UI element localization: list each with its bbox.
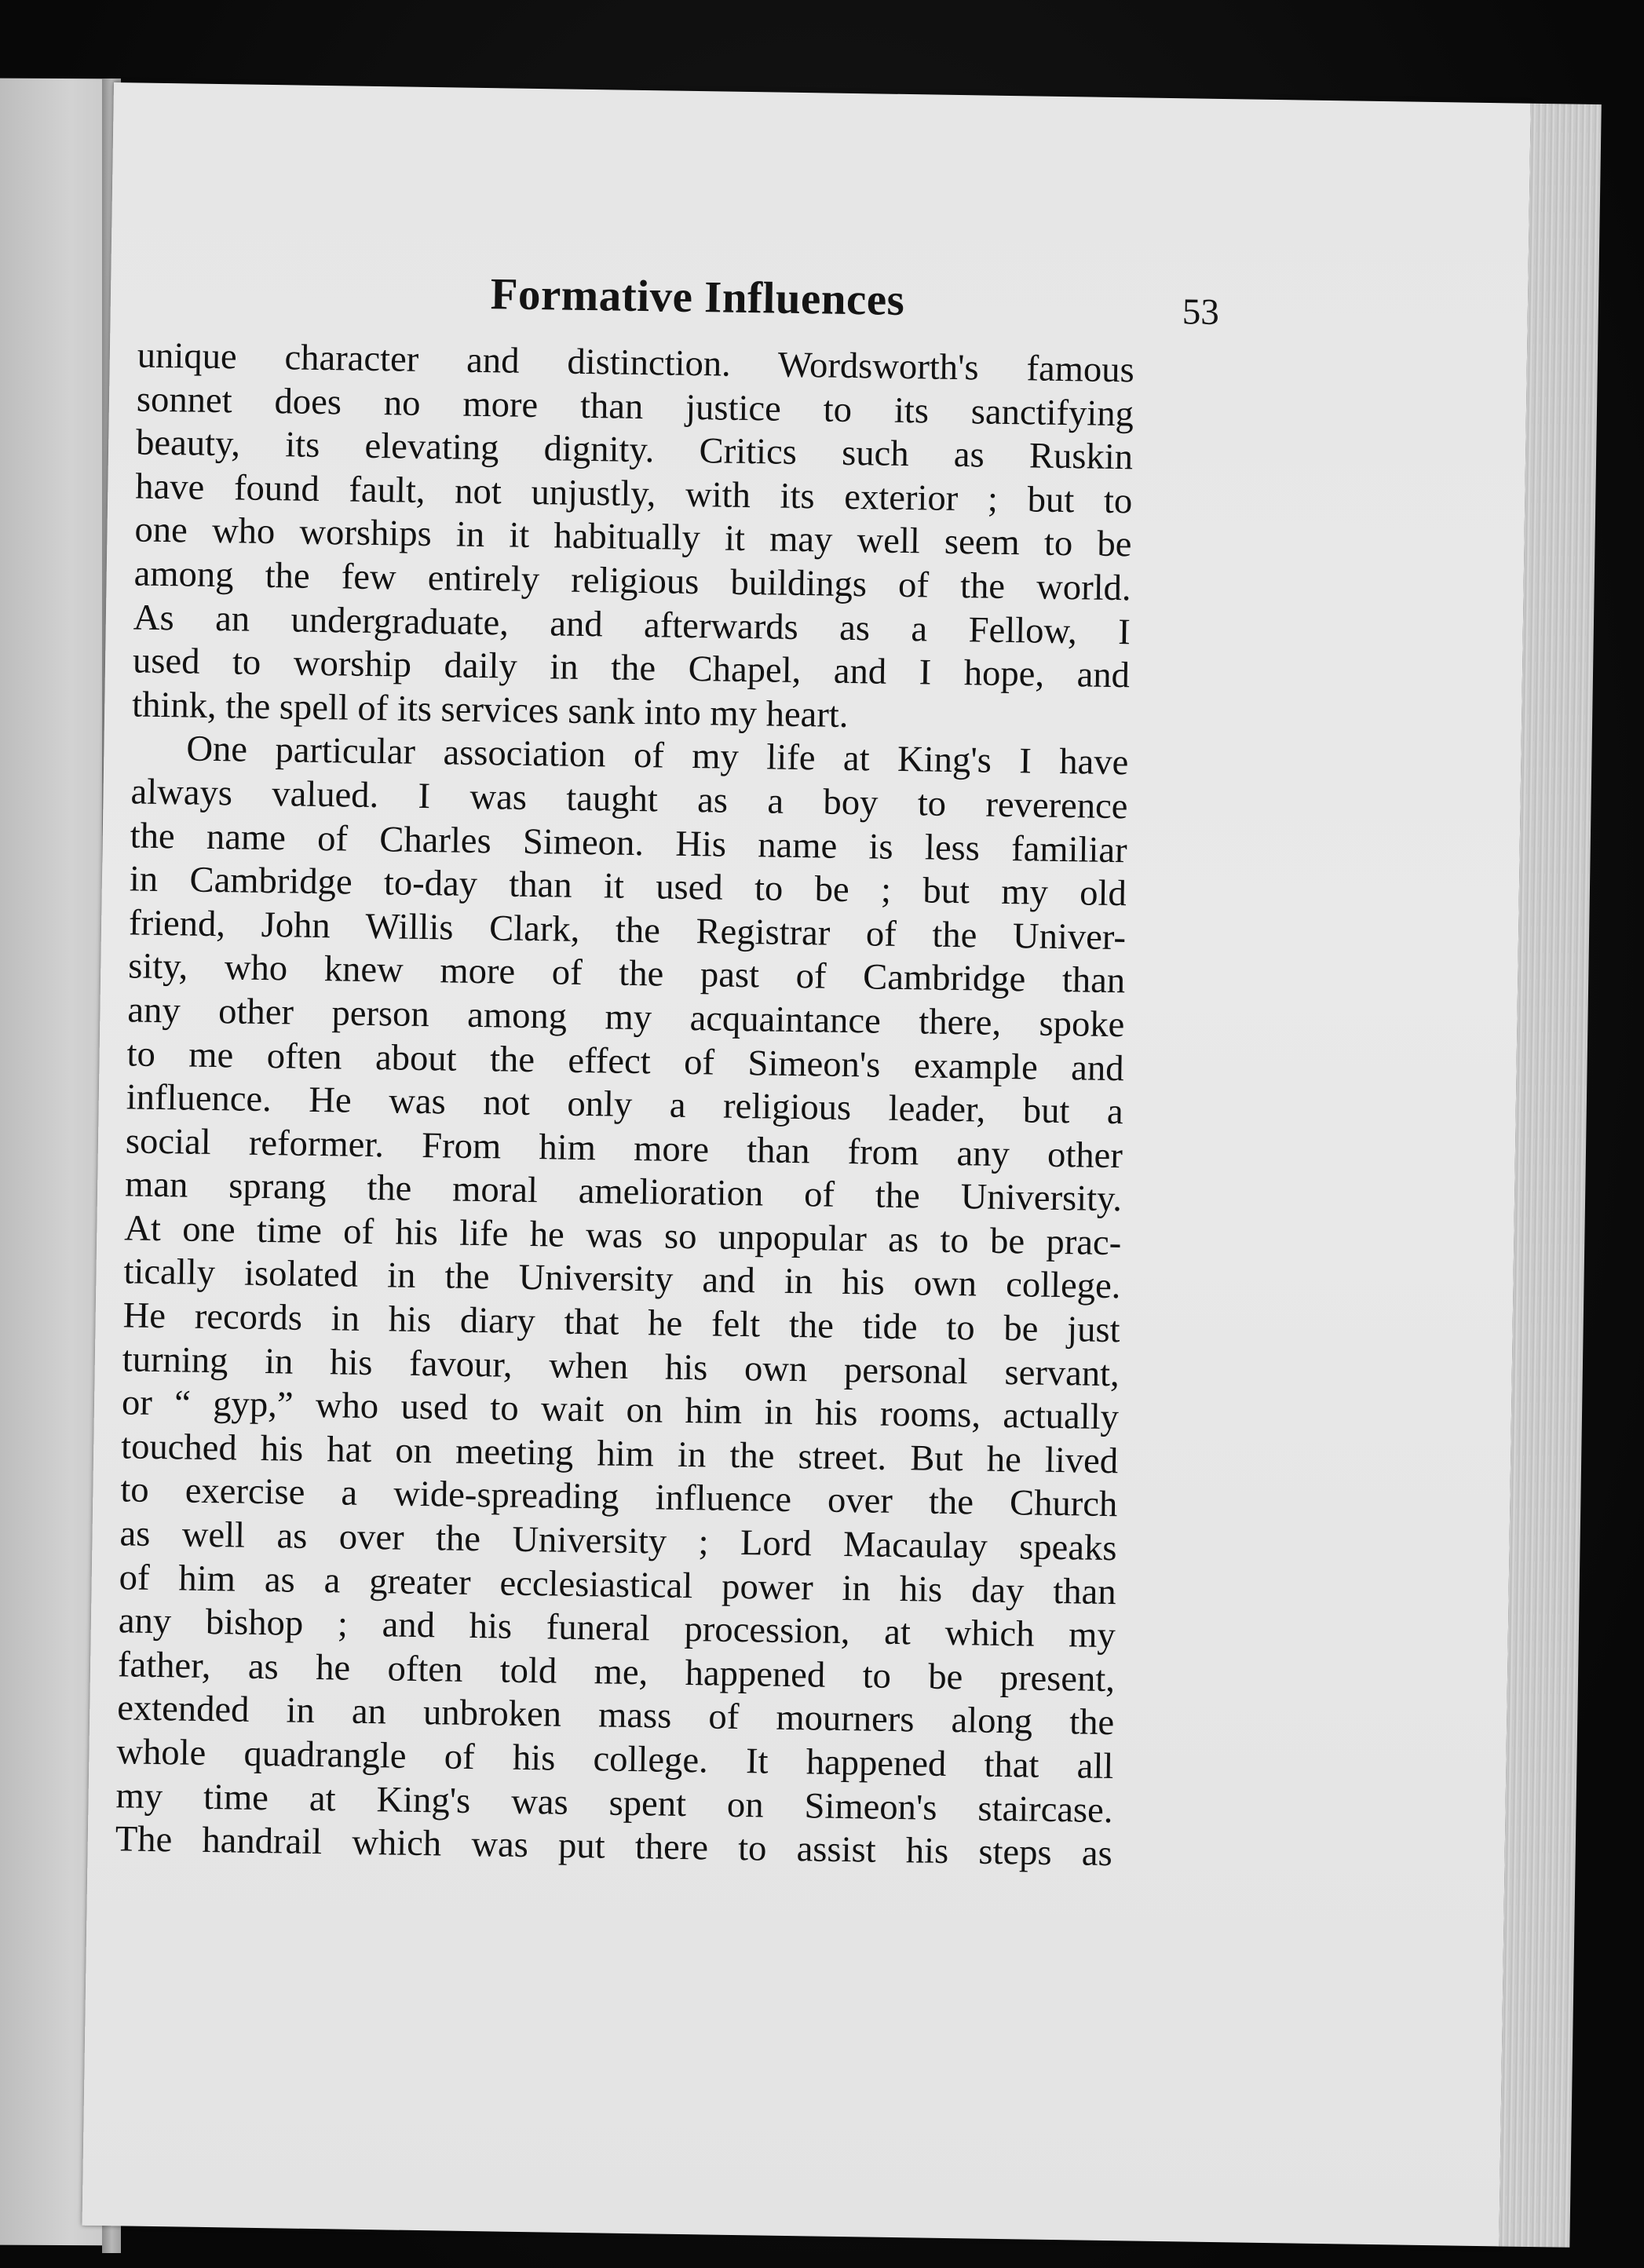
text-line: the name of Charles Simeon. His name is less familiar xyxy=(130,814,1128,871)
text-line: He records in his diary that he felt the tide to be just xyxy=(122,1295,1120,1351)
text-line: one who worships in it habitually it may well seem to be xyxy=(134,509,1132,565)
text-line: influence. He was not only a religious leader, but a xyxy=(126,1076,1124,1133)
text-line: used to worship daily in the Chapel, and I hope, and xyxy=(132,640,1131,696)
text-line: sity, who knew more of the past of Cambridge than xyxy=(127,945,1126,1002)
book-page xyxy=(82,82,1531,2246)
text-line: whole quadrangle of his college. It happened that all xyxy=(116,1731,1114,1788)
text-line: of him as a greater ecclesiastical power in his day than xyxy=(119,1556,1117,1612)
text-line: any bishop ; and his funeral procession, at which my xyxy=(118,1600,1116,1656)
text-line: have found fault, not unjustly, with its exterior ; but to xyxy=(134,466,1133,522)
text-line: One particular association of my life at King's I have xyxy=(186,728,1129,783)
text-line: tically isolated in the University and in his own college. xyxy=(123,1251,1121,1307)
text-line: social reformer. From him more than from any other xyxy=(125,1120,1123,1176)
text-line: think, the spell of its services sank into my heart. xyxy=(131,684,849,736)
text-line: among the few entirely religious buildings of the world. xyxy=(133,553,1131,609)
page-number: 53 xyxy=(1182,291,1220,333)
text-line: As an undergraduate, and afterwards as a Fellow, I xyxy=(133,597,1131,652)
text-line: to exercise a wide-spreading influence over the Church xyxy=(120,1469,1118,1525)
text-line: as well as over the University ; Lord Macaulay speaks xyxy=(119,1513,1117,1569)
text-line: extended in an unbroken mass of mourners along the xyxy=(116,1687,1115,1744)
text-line: man sprang the moral amelioration of the University. xyxy=(124,1163,1123,1220)
text-line: my time at King's was spent on Simeon's staircase. xyxy=(115,1774,1113,1831)
text-line: friend, John Willis Clark, the Registrar of the Univer- xyxy=(128,902,1127,958)
text-line: or “ gyp,” who used to wait on him in his rooms, actually xyxy=(121,1382,1120,1438)
text-line: in Cambridge to-day than it used to be ; but my old xyxy=(129,858,1127,915)
body-text xyxy=(115,334,1134,1875)
text-line: always valued. I was taught as a boy to reverence xyxy=(130,771,1128,827)
text-line: father, as he often told me, happened to be present, xyxy=(117,1644,1116,1700)
text-line: unique character and distinction. Wordsworth's famous xyxy=(137,334,1135,391)
text-line: turning in his favour, when his own personal servant, xyxy=(122,1338,1120,1394)
text-line: beauty, its elevating dignity. Critics such as Ruskin xyxy=(135,422,1134,478)
text-line: At one time of his life he was so unpopular as to be prac- xyxy=(123,1207,1122,1264)
text-line: any other person among my acquaintance there, spoke xyxy=(127,989,1125,1046)
text-line: The handrail which was put there to assist his steps as xyxy=(115,1818,1113,1875)
running-head: Formative Influences xyxy=(490,269,905,325)
text-line: touched his hat on meeting him in the street. But he lived xyxy=(120,1426,1119,1482)
text-line: to me often about the effect of Simeon's example and xyxy=(126,1032,1124,1089)
text-line: sonnet does no more than justice to its sanctifying xyxy=(136,378,1134,434)
